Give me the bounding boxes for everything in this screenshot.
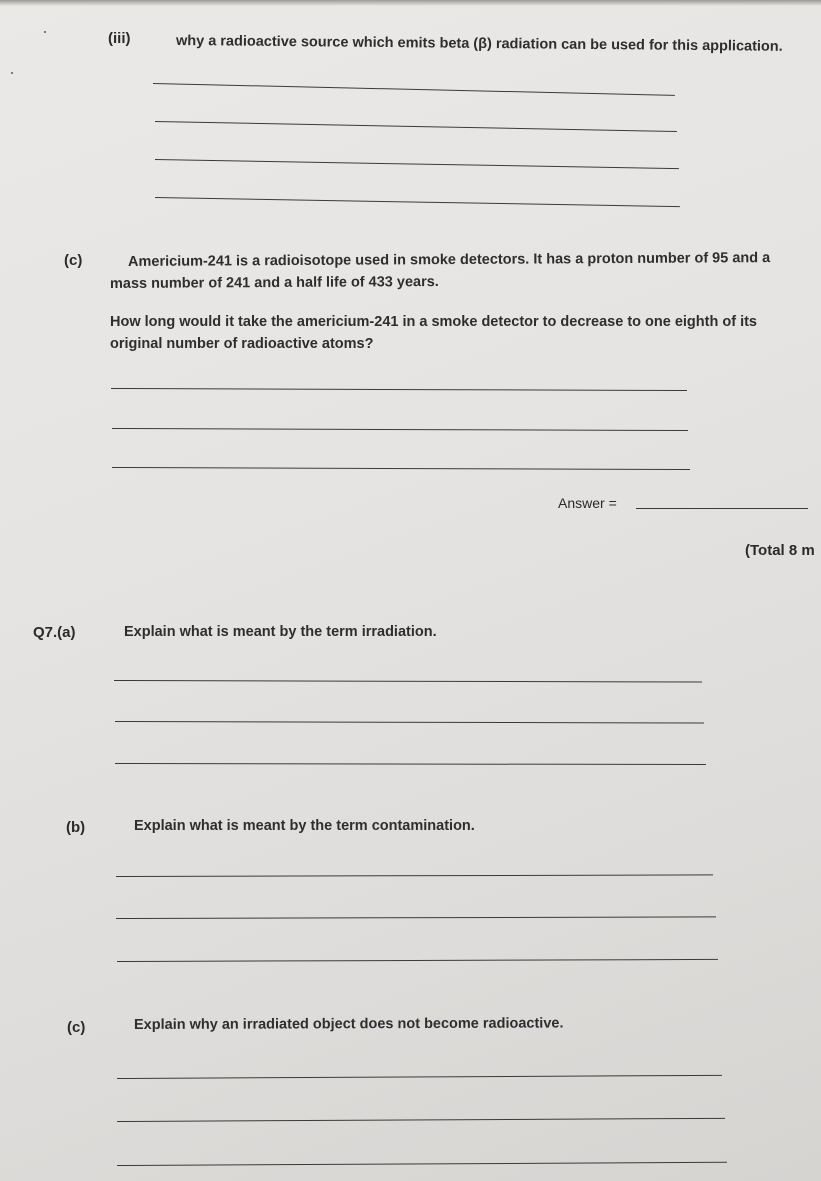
answer-line[interactable] [155, 159, 679, 169]
answer-line[interactable] [115, 721, 704, 724]
americium-text-line1: Americium-241 is a radioisotope used in smoke detectors. It has a proton number of 95 and a [127, 250, 771, 270]
half-life-question-line1: How long would it take the americium-241 in a smoke detector to decrease to one eighth of its [110, 314, 757, 330]
part-iii-question: why a radioactive source which emits beta (β) radiation can be used for this application. [175, 33, 783, 55]
answer-line[interactable] [117, 1162, 727, 1166]
total-marks: (Total 8 m [745, 542, 815, 559]
answer-line[interactable] [153, 83, 675, 96]
q7b-question: Explain what is meant by the term contamination. [134, 818, 475, 834]
answer-line[interactable] [117, 1075, 722, 1079]
part-iii-label: (iii) [108, 30, 131, 47]
answer-line[interactable] [116, 916, 716, 919]
answer-line[interactable] [114, 680, 702, 683]
working-line[interactable] [112, 467, 690, 470]
paper-speck [11, 72, 13, 74]
answer-line[interactable] [117, 1118, 725, 1122]
part-c-label: (c) [64, 252, 83, 269]
answer-line[interactable] [117, 959, 718, 962]
q7b-label: (b) [66, 819, 86, 836]
page-top-shadow [0, 0, 821, 6]
answer-line[interactable] [115, 763, 706, 765]
paper-speck [44, 31, 46, 33]
answer-line[interactable] [155, 121, 677, 132]
q7a-question: Explain what is meant by the term irradiation. [124, 624, 437, 640]
answer-line[interactable] [636, 508, 808, 509]
q7c-question: Explain why an irradiated object does not become radioactive. [133, 1015, 564, 1033]
working-line[interactable] [112, 428, 688, 431]
americium-text-line2: mass number of 241 and a half life of 433 years. [109, 273, 439, 292]
answer-line[interactable] [155, 197, 680, 207]
q7c-label: (c) [67, 1019, 86, 1036]
question-number: Q7.(a) [33, 624, 76, 641]
answer-label: Answer = [558, 495, 617, 511]
answer-line[interactable] [116, 874, 713, 877]
working-line[interactable] [111, 388, 687, 391]
half-life-question-line2: original number of radioactive atoms? [110, 336, 374, 352]
